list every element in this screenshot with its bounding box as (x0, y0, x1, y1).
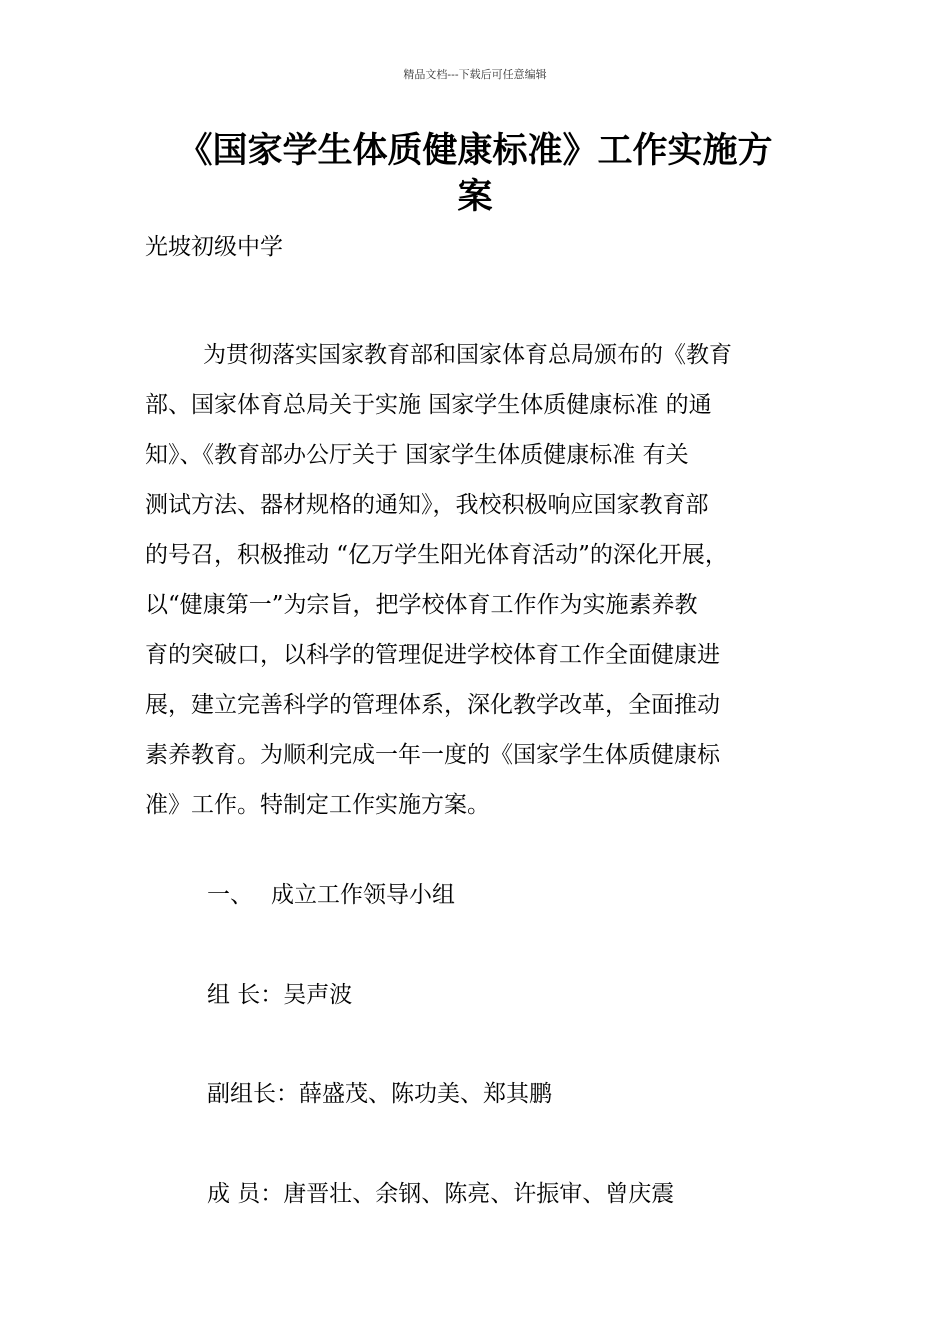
page-header-note: 精品文档---下载后可任意编辑 (403, 68, 547, 81)
paragraph-line: 的号召，积极推动 “亿万学生阳光体育活动”的深化开展， (145, 542, 728, 568)
paragraph-line: 素养教育。为顺利完成一年一度的《国家学生体质健康标 (145, 742, 720, 768)
school-name: 光坡初级中学 (145, 234, 283, 260)
section-heading (207, 878, 455, 912)
title-line-1: 《国家学生体质健康标准》工作实施方 (177, 131, 773, 171)
deputy-leader-line: 副组长：薛盛茂、陈功美、郑其鹏 (207, 1081, 552, 1107)
members-line: 成 员：唐晋壮、余钢、陈亮、许振审、曾庆震 (207, 1181, 675, 1207)
paragraph-line: 为贯彻落实国家教育部和国家体育总局颁布的《教育 (203, 342, 732, 368)
paragraph-line: 知》、《教育部办公厅关于 国家学生体质健康标准 有关 (145, 442, 689, 468)
paragraph-line: 展，建立完善科学的管理体系，深化教学改革，全面推动 (145, 692, 720, 718)
paragraph-line: 测试方法、器材规格的通知》，我校积极响应国家教育部 (145, 492, 709, 518)
section-number: 一、 (207, 882, 253, 908)
paragraph-line: 准》工作。特制定工作实施方案。 (145, 792, 490, 818)
section-heading-text: 成立工作领导小组 (271, 882, 455, 908)
leader-line: 组 长：吴声波 (207, 982, 353, 1008)
title-line-2: 案 (457, 177, 493, 217)
paragraph-line: 育的突破口，以科学的管理促进学校体育工作全面健康进 (145, 642, 720, 668)
intro-paragraph (145, 330, 815, 830)
paragraph-line: 以“健康第一”为宗旨，把学校体育工作作为实施素养教 (145, 592, 698, 618)
paragraph-line: 部、国家体育总局关于实施 国家学生体质健康标准 的通 (145, 392, 712, 418)
document-title (140, 128, 810, 220)
